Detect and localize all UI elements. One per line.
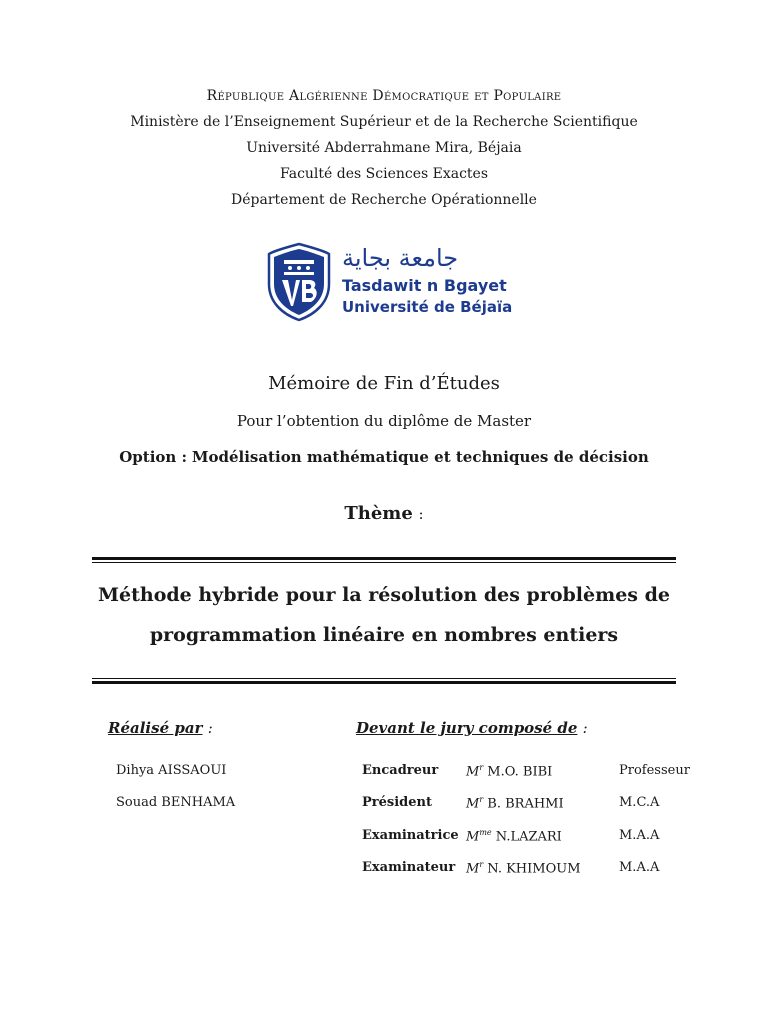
- option-line: [0, 448, 768, 466]
- university-shield-emblem-icon: [266, 242, 332, 322]
- theme-line: [0, 503, 768, 524]
- jury-row: [362, 763, 742, 781]
- thesis-title: [0, 575, 768, 655]
- jury-name: M.O. BIBI: [487, 764, 553, 780]
- university-logo: [266, 238, 513, 322]
- jury-member: [466, 763, 552, 779]
- jury-name: N.LAZARI: [495, 829, 562, 845]
- jury-row: [362, 795, 742, 813]
- bottom-rule-thick: [92, 681, 676, 684]
- top-rule-thin: [92, 562, 676, 563]
- jury-role: Encadreur: [362, 763, 439, 778]
- memoire-subtitle: Pour l’obtention du diplôme de Master: [236, 412, 532, 430]
- jury-title: M: [466, 796, 480, 812]
- jury-title-sup: r: [479, 860, 484, 869]
- top-rule-thick: [92, 557, 676, 560]
- ministry-line: Ministère de l’Enseignement Supérieur et de la Recherche Scientifique: [130, 114, 638, 130]
- thesis-title-line-1: Méthode hybride pour la résolution des problèmes de: [98, 584, 670, 606]
- jury-name: N. KHIMOUM: [487, 861, 581, 877]
- jury-row: [362, 860, 742, 878]
- realise-heading-colon: :: [207, 719, 213, 737]
- jury-heading-label: Devant le jury composé de: [356, 719, 578, 737]
- thesis-title-line-2: programmation linéaire en nombres entiers: [149, 624, 619, 646]
- option-value: Modélisation mathématique et techniques de décision: [191, 448, 649, 466]
- jury-name: B. BRAHMI: [487, 796, 564, 812]
- jury-title-sup: r: [479, 795, 484, 804]
- theme-label: Thème: [344, 503, 413, 524]
- jury-grade: M.A.A: [619, 860, 660, 875]
- author-1: Dihya AISSAOUI: [116, 763, 227, 778]
- jury-title-sup: me: [479, 828, 492, 837]
- realise-heading-label: Réalisé par: [108, 719, 203, 737]
- university-line: Université Abderrahmane Mira, Béjaia: [246, 140, 522, 156]
- faculty-line: Faculté des Sciences Exactes: [279, 166, 489, 182]
- jury-member: [466, 795, 564, 811]
- logo-line-1: Tasdawit n Bgayet: [342, 276, 507, 295]
- jury-title: M: [466, 829, 480, 845]
- author-2: Souad BENHAMA: [116, 795, 236, 810]
- jury-member: [466, 828, 562, 844]
- jury-row: [362, 828, 742, 846]
- logo-line-2: Université de Béjaïa: [342, 298, 513, 316]
- jury-heading-colon: :: [582, 719, 588, 737]
- jury-role: Examinateur: [362, 860, 456, 875]
- jury-grade: Professeur: [619, 763, 690, 778]
- logo-arabic-text: جامعة بجاية: [342, 244, 459, 272]
- jury-member: [466, 860, 581, 876]
- option-label: Option :: [119, 448, 188, 466]
- department-line: Département de Recherche Opérationnelle: [231, 192, 537, 208]
- jury-role: Examinatrice: [362, 828, 459, 843]
- jury-title: M: [466, 861, 480, 877]
- memoire-title: Mémoire de Fin d’Études: [268, 373, 500, 394]
- jury-grade: M.A.A: [619, 828, 660, 843]
- bottom-rule-thin: [92, 678, 676, 679]
- jury-heading: [356, 719, 588, 737]
- realise-heading: [108, 719, 213, 737]
- jury-role: Président: [362, 795, 432, 810]
- republic-line: République Algérienne Démocratique et Populaire: [206, 88, 562, 104]
- jury-title-sup: r: [479, 763, 484, 772]
- theme-colon: :: [418, 505, 424, 523]
- jury-grade: M.C.A: [619, 795, 660, 810]
- jury-title: M: [466, 764, 480, 780]
